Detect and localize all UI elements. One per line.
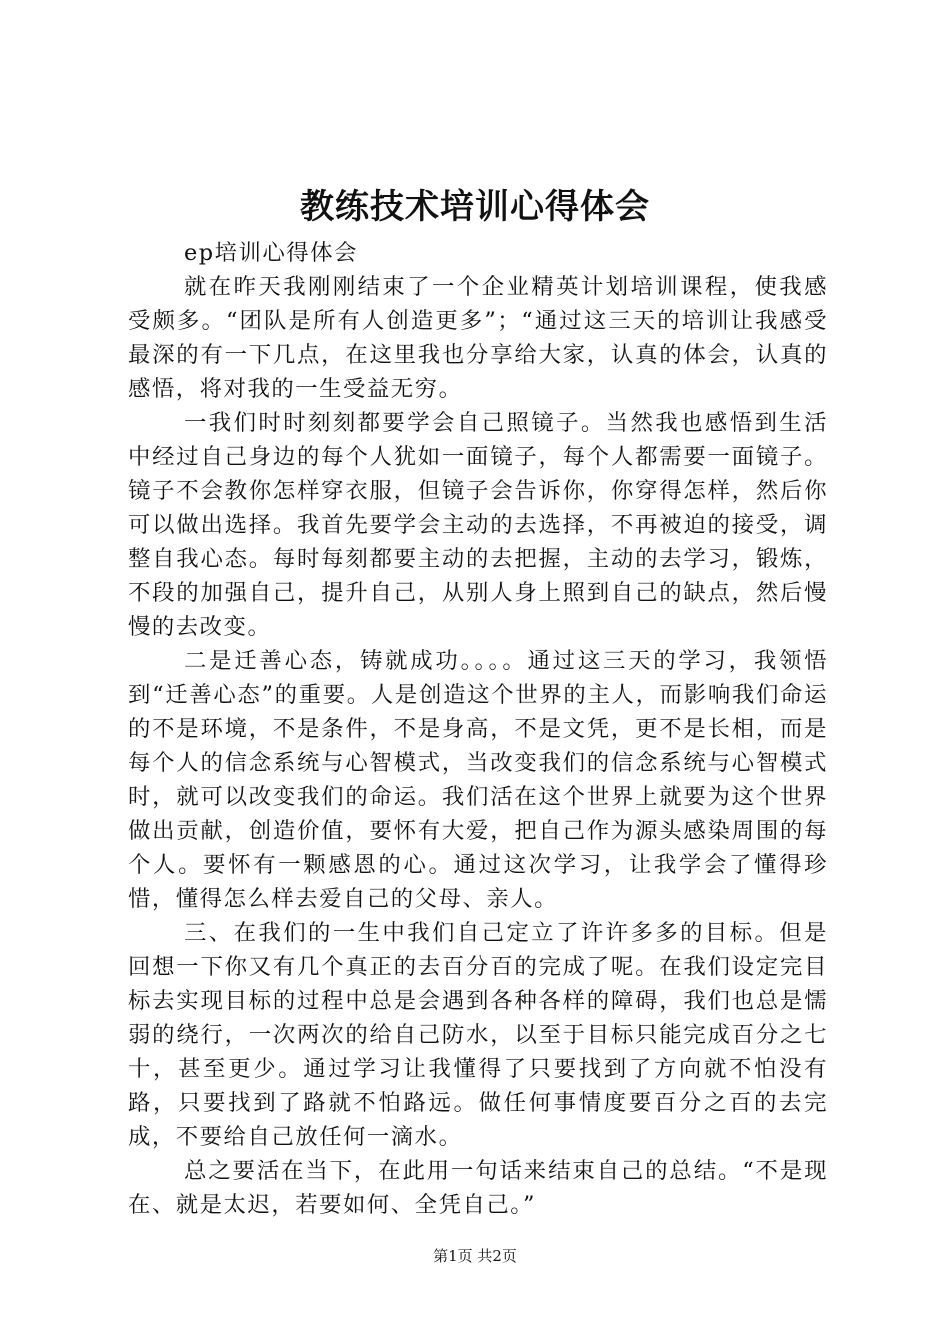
page-number-footer: 第1页 共2页 (433, 1247, 517, 1265)
document-title: 教练技术培训心得体会 (300, 187, 650, 227)
paragraph-intro: 就在昨天我刚刚结束了一个企业精英计划培训课程，使我感受颇多。“团队是所有人创造更多”；“通过这三天的培训让我感受最深的有一下几点，在这里我也分享给大家，认真的体会，认真的感悟，将对我的一生受益无穷。 (128, 274, 828, 402)
paragraph-conclusion: 总之要活在当下，在此用一句话来结束自己的总结。“不是现在、就是太迟，若要如何、全凭自己。” (128, 1158, 828, 1218)
paragraph-point-one: 一我们时时刻刻都要学会自己照镜子。当然我也感悟到生活中经过自己身边的每个人犹如一面镜子，每个人都需要一面镜子。镜子不会教你怎样穿衣服，但镜子会告诉你，你穿得怎样，然后你可以做出选择。我首先要学会主动的去选择，不再被迫的接受，调整自我心态。每时每刻都要主动的去把握，主动的去学习，锻炼，不段的加强自己，提升自己，从别人身上照到自己的缺点，然后慢慢的去改变。 (128, 410, 828, 640)
document-body (128, 236, 828, 1222)
paragraph-subtitle: ep培训心得体会 (184, 240, 358, 266)
paragraph-point-two: 二是迁善心态，铸就成功。。。。通过这三天的学习，我领悟到“迁善心态”的重要。人是创造这个世界的主人，而影响我们命运的不是环境，不是条件，不是身高，不是文凭，更不是长相，而是每个人的信念系统与心智模式，当改变我们的信念系统与心智模式时，就可以改变我们的命运。我们活在这个世界上就要为这个世界做出贡献，创造价值，要怀有大爱，把自己作为源头感染周围的每个人。要怀有一颗感恩的心。通过这次学习，让我学会了懂得珍惜，懂得怎么样去爱自己的父母、亲人。 (128, 648, 828, 912)
paragraph-point-three: 三、在我们的一生中我们自己定立了许许多多的目标。但是回想一下你又有几个真正的去百分百的完成了呢。在我们设定完目标去实现目标的过程中总是会遇到各种各样的障碍，我们也总是懦弱的绕行，一次两次的给自己防水，以至于目标只能完成百分之七十，甚至更少。通过学习让我懂得了只要找到了方向就不怕没有路，只要找到了路就不怕路远。做任何事情度要百分之百的去完成，不要给自己放任何一滴水。 (128, 920, 828, 1150)
